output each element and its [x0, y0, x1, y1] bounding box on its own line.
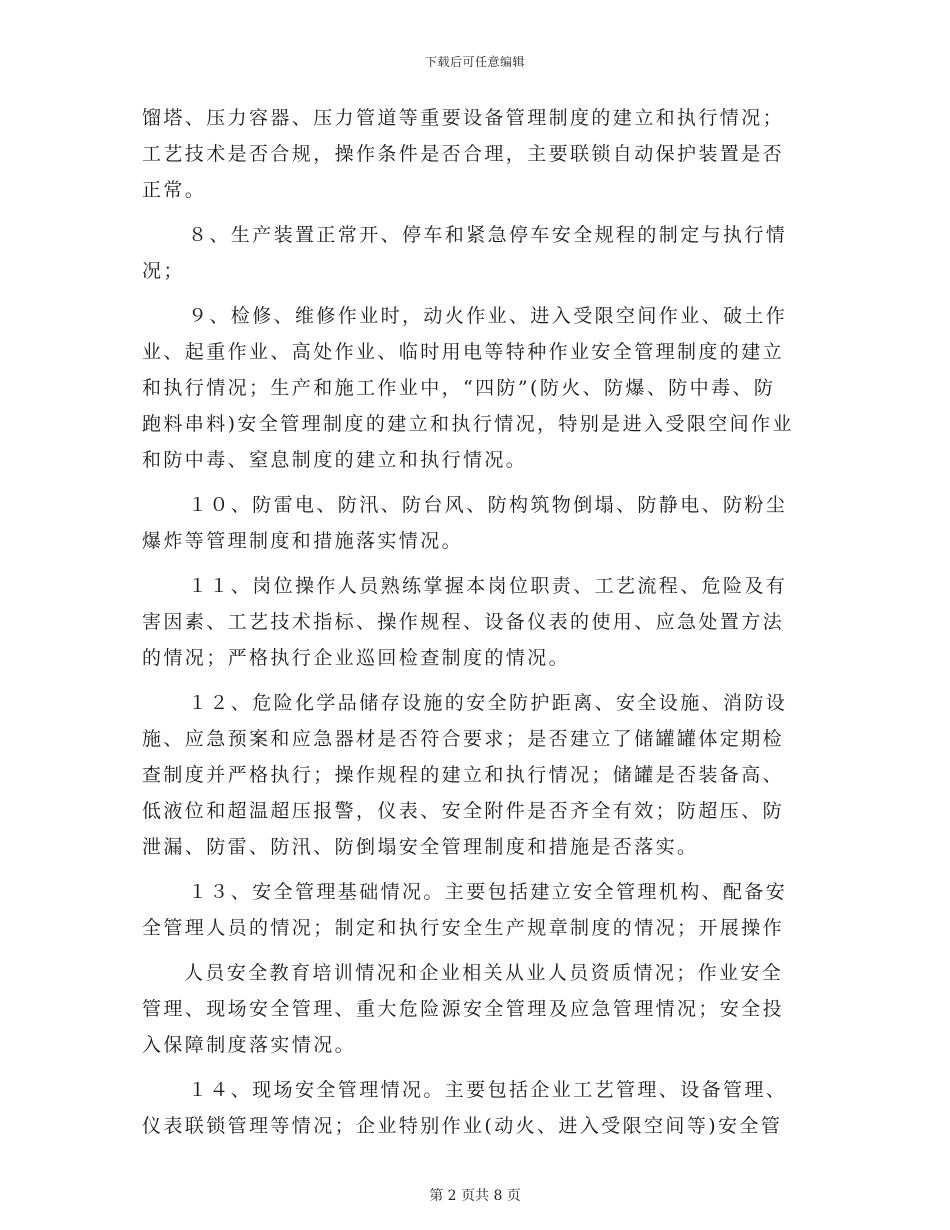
text-line: １１、岗位操作人员熟练掌握本岗位职责、工艺流程、危险及有 [188, 575, 788, 597]
paragraph [142, 100, 807, 208]
paragraph [142, 568, 807, 676]
document-body [142, 100, 807, 1144]
text-line: 入保障制度落实情况。 [142, 1034, 357, 1056]
text-line: 查制度并严格执行；操作规程的建立和执行情况；储罐是否装备高、 [142, 764, 785, 786]
text-line: ９、检修、维修作业时，动火作业、进入受限空间作业、破土作 [188, 305, 788, 327]
page-footer: 第 2 页共 8 页 [429, 1188, 521, 1204]
paragraph [142, 874, 807, 946]
text-line: 和执行情况；生产和施工作业中，“四防”(防火、防爆、防中毒、防 [142, 377, 776, 399]
text-line: 施、应急预案和应急器材是否符合要求；是否建立了储罐罐体定期检 [142, 728, 785, 750]
text-line: １０、防雷电、防汛、防台风、防构筑物倒塌、防静电、防粉尘 [188, 494, 788, 516]
paragraph [142, 955, 807, 1063]
text-line: 的情况；严格执行企业巡回检查制度的情况。 [142, 647, 571, 669]
text-line: 况； [142, 260, 185, 282]
text-line: 跑料串料)安全管理制度的建立和执行情况，特别是进入受限空间作业 [142, 413, 794, 435]
paragraph [142, 298, 807, 478]
text-line: 人员安全教育培训情况和企业相关从业人员资质情况；作业安全 [184, 962, 784, 984]
text-line: 正常。 [142, 179, 207, 201]
text-line: 泄漏、防雷、防汛、防倒塌安全管理制度和措施是否落实。 [142, 836, 699, 858]
page-header: 下载后可任意编辑 [424, 55, 525, 69]
text-line: 害因素、工艺技术指标、操作规程、设备仪表的使用、应急处置方法 [142, 611, 785, 633]
text-line: 管理、现场安全管理、重大危险源安全管理及应急管理情况；安全投 [142, 998, 785, 1020]
text-line: 馏塔、压力容器、压力管道等重要设备管理制度的建立和执行情况； [142, 107, 785, 129]
text-line: １４、现场安全管理情况。主要包括企业工艺管理、设备管理、 [188, 1079, 788, 1101]
text-line: 工艺技术是否合规，操作条件是否合理，主要联锁自动保护装置是否 [142, 143, 785, 165]
text-line: 低液位和超温超压报警，仪表、安全附件是否齐全有效；防超压、防 [142, 800, 785, 822]
text-line: 全管理人员的情况；制定和执行安全生产规章制度的情况；开展操作 [142, 917, 785, 939]
paragraph [142, 487, 807, 559]
paragraph [142, 685, 807, 865]
text-line: 爆炸等管理制度和措施落实情况。 [142, 530, 464, 552]
paragraph [142, 217, 807, 289]
text-line: １２、危险化学品储存设施的安全防护距离、安全设施、消防设 [188, 692, 788, 714]
text-line: １３、安全管理基础情况。主要包括建立安全管理机构、配备安 [188, 881, 788, 903]
text-line: 和防中毒、窒息制度的建立和执行情况。 [142, 449, 528, 471]
text-line: 业、起重作业、高处作业、临时用电等特种作业安全管理制度的建立 [142, 341, 785, 363]
text-line: 仪表联锁管理等情况；企业特别作业(动火、进入受限空间等)安全管 [142, 1115, 783, 1137]
text-line: ８、生产装置正常开、停车和紧急停车安全规程的制定与执行情 [188, 224, 788, 246]
paragraph [142, 1072, 807, 1144]
